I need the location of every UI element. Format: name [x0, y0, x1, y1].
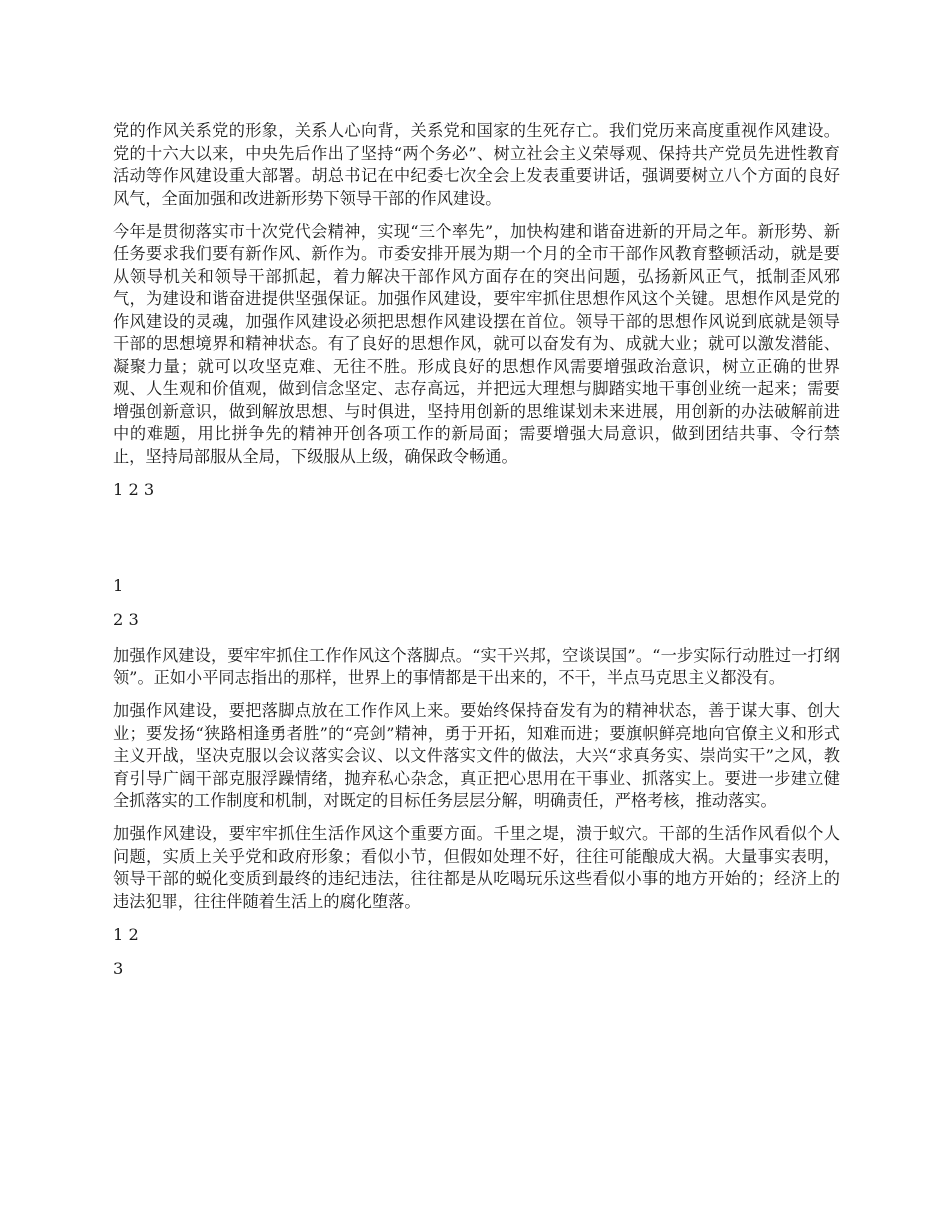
- page-number-line: 3: [113, 958, 124, 978]
- blank-gap: [113, 501, 840, 575]
- paragraph-thought-style: 今年是贯彻落实市十次党代会精神，实现“三个率先”，加快构建和谐奋进新的开局之年。新形势、新任务要求我们要有新作风、新作为。市委安排开展为期一个月的全市干部作风教育整顿活动，就是要从领导机关和领导干部抓起，着力解决干部作风方面存在的突出问题，弘扬新风正气，抵制歪风邪气，为建设和谐奋进提供坚强保证。加强作风建设，要牢牢抓住思想作风这个关键。思想作风是党的作风建设的灵魂，加强作风建设必须把思想作风建设摆在首位。领导干部的思想作风说到底就是领导干部的思想境界和精神状态。有了良好的思想作风，就可以奋发有为、成就大业；就可以激发潜能、凝聚力量；就可以攻坚克难、无往不胜。形成良好的思想作风需要增强政治意识，树立正确的世界观、人生观和价值观，做到信念坚定、志存高远，并把远大理想与脚踏实地干事创业统一起来；需要增强创新意识，做到解放思想、与时俱进，坚持用创新的思维谋划未来进展，用创新的办法破解前进中的难题，用比拼争先的精神开创各项工作的新局面；需要增强大局意识，做到团结共事、令行禁止，坚持局部服从全局，下级服从上级，确保政令畅通。: [113, 221, 840, 466]
- paragraph-work-style-intro: 加强作风建设，要牢牢抓住工作作风这个落脚点。“实干兴邦，空谈误国”。“一步实际行动胜过一打纲领”。正如小平同志指出的那样，世界上的事情都是干出来的，不干，半点马克思主义都没有。: [113, 645, 840, 687]
- page-number-line: 1 2 3: [113, 479, 155, 499]
- page-number-line: 1 2: [113, 924, 139, 944]
- paragraph-party-style: 党的作风关系党的形象，关系人心向背，关系党和国家的生死存亡。我们党历来高度重视作风建设。党的十六大以来，中央先后作出了坚持“两个务必”、树立社会主义荣辱观、保持共产党员先进性教育活动等作风建设重大部署。胡总书记在中纪委七次全会上发表重要讲话，强调要树立八个方面的良好风气，全面加强和改进新形势下领导干部的作风建设。: [113, 121, 840, 208]
- page-number-line: 1: [113, 575, 124, 595]
- page-number-line: 2 3: [113, 609, 139, 629]
- document-page: [113, 120, 840, 980]
- paragraph-work-style: 加强作风建设，要把落脚点放在工作作风上来。要始终保持奋发有为的精神状态，善于谋大事、创大业；要发扬“狭路相逢勇者胜”的“亮剑”精神，勇于开拓，知难而进；要旗帜鲜亮地向官僚主义和形式主义开战，坚决克服以会议落实会议、以文件落实文件的做法，大兴“求真务实、崇尚实干”之风，教育引导广阔干部克服浮躁情绪，抛弃私心杂念，真正把心思用在干事业、抓落实上。要进一步建立健全抓落实的工作制度和机制，对既定的目标任务层层分解，明确责任，严格考核，推动落实。: [113, 701, 840, 810]
- paragraph-life-style: 加强作风建设，要牢牢抓住生活作风这个重要方面。千里之堤，溃于蚁穴。干部的生活作风看似个人问题，实质上关乎党和政府形象；看似小节，但假如处理不好，往往可能酿成大祸。大量事实表明，领导干部的蜕化变质到最终的违纪违法，往往都是从吃喝玩乐这些看似小事的地方开始的；经济上的违法犯罪，往往伴随着生活上的腐化堕落。: [113, 824, 840, 911]
